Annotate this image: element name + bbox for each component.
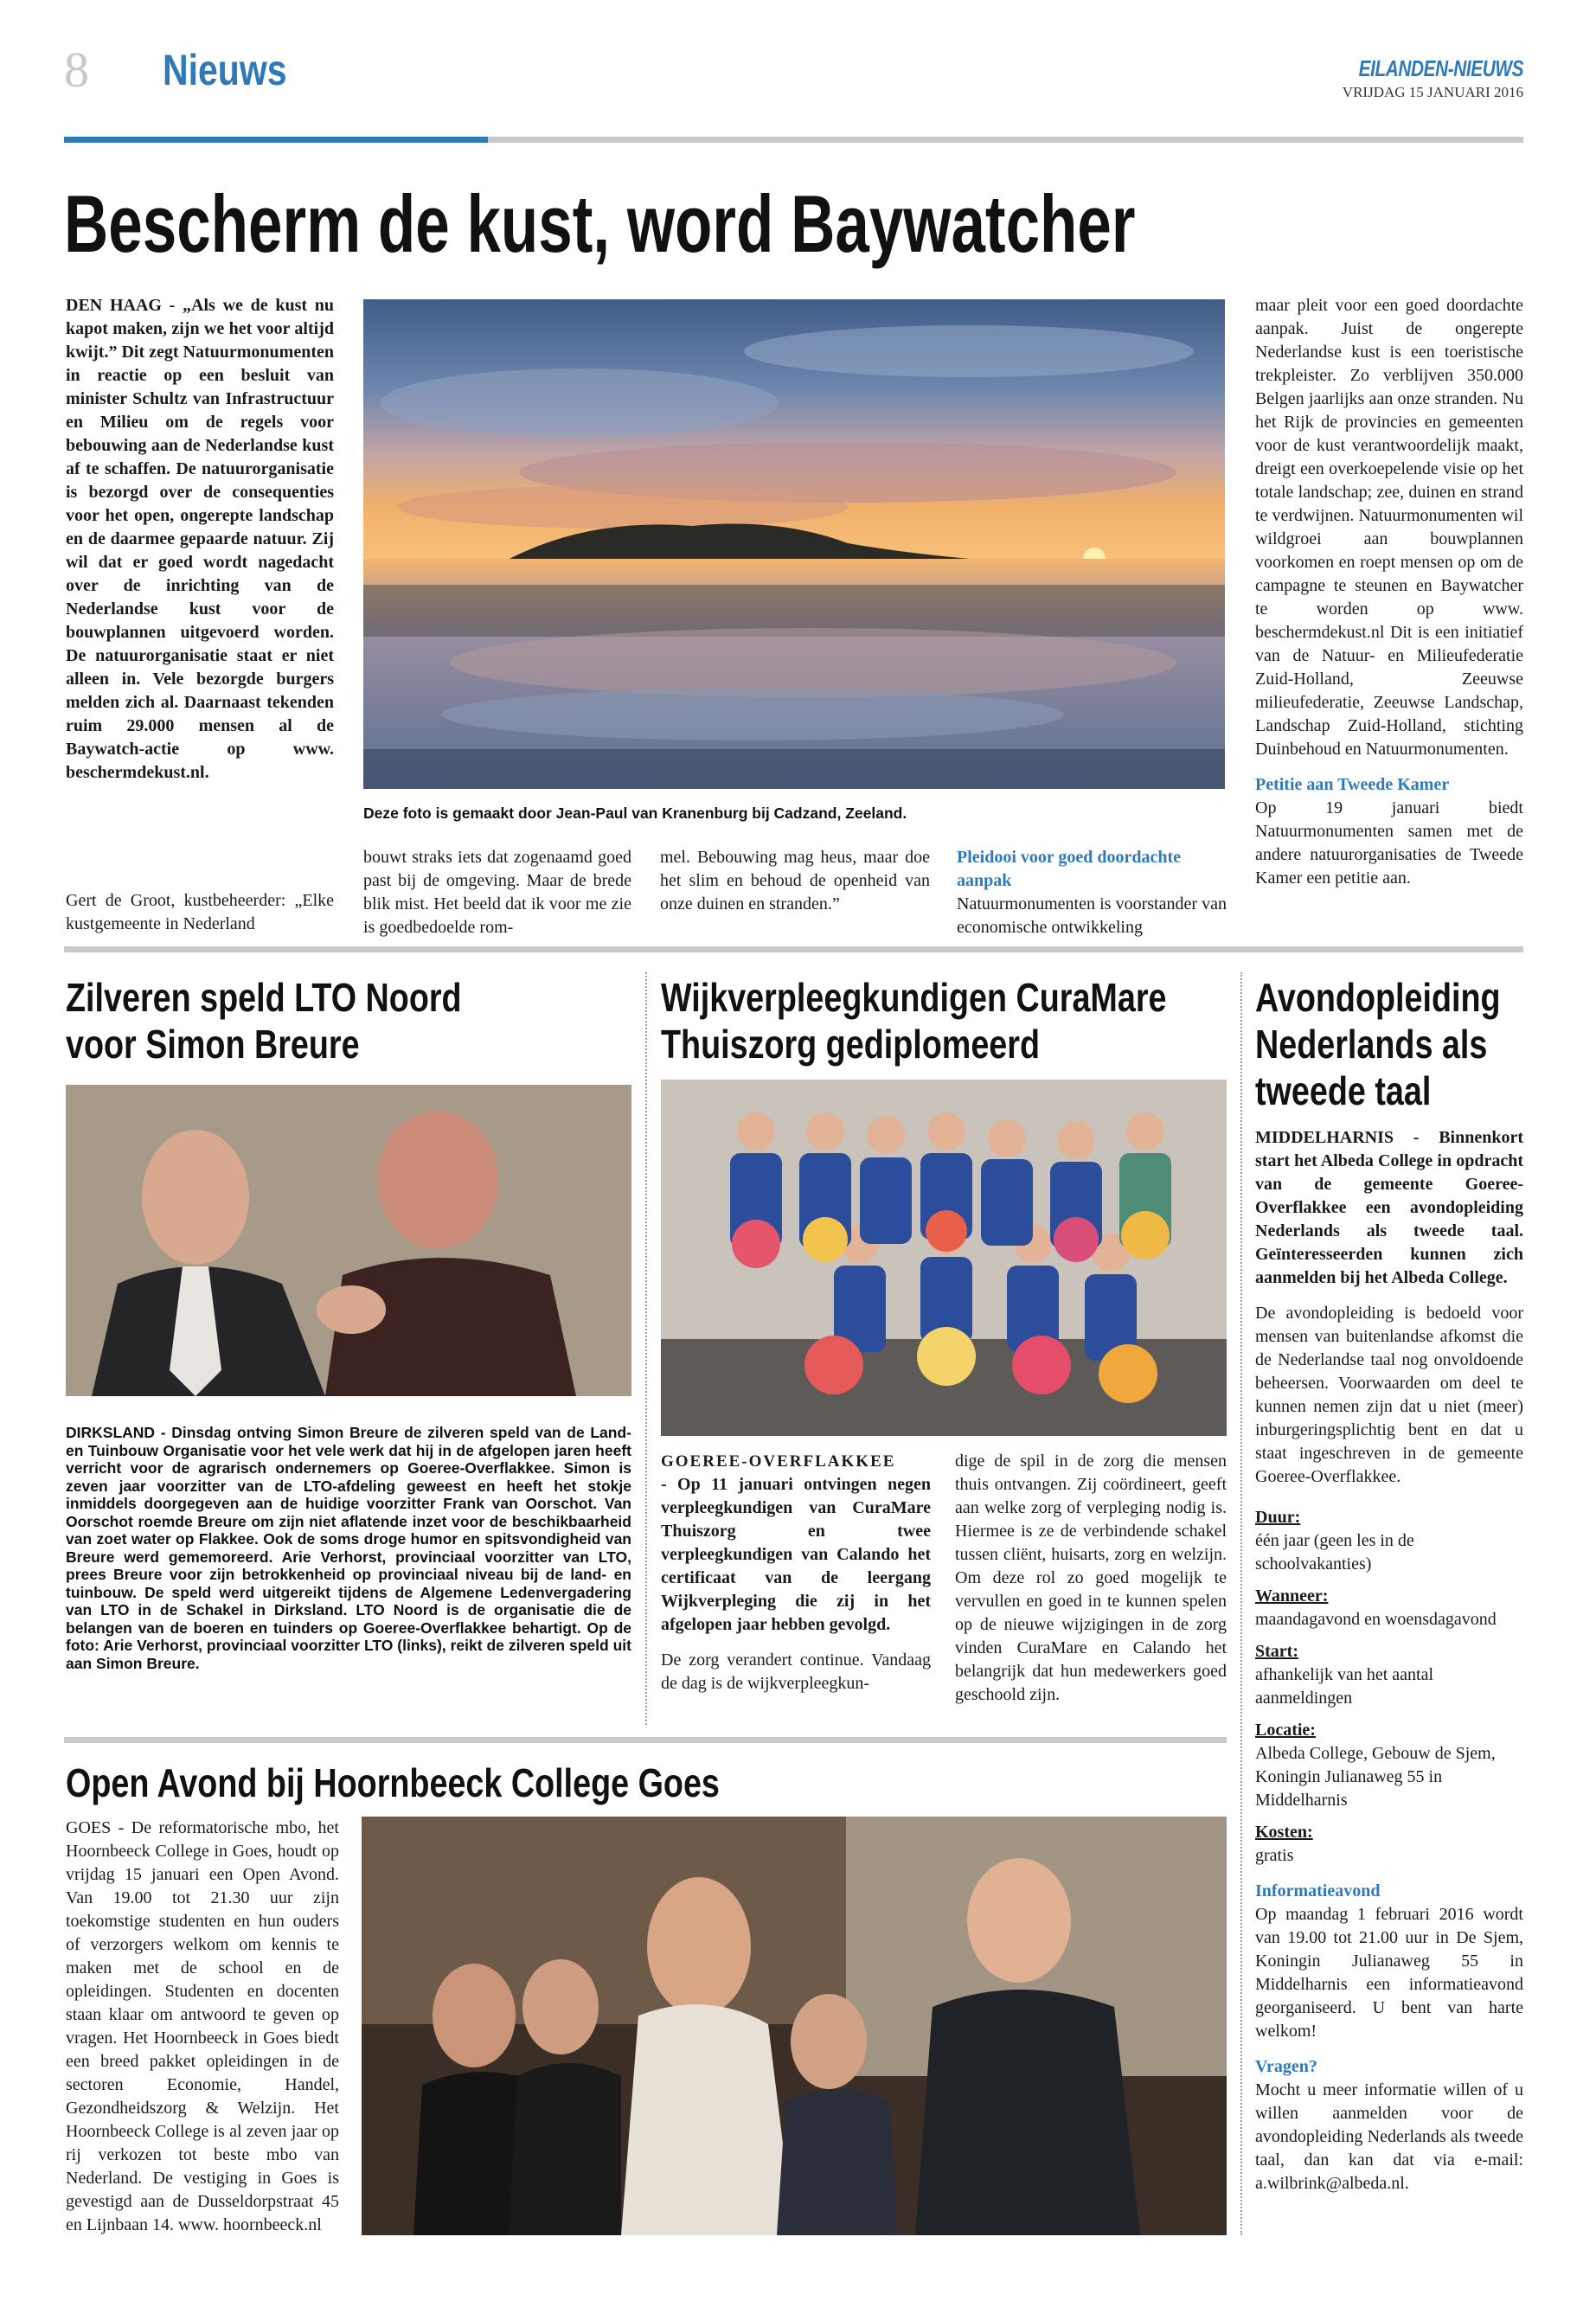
article1-col2: bouwt straks iets dat zogenaamd goed past bij de omgeving. Maar de brede blik mist. Het beeld dat ik voor me zie is goedbedoelde rom- [363,848,631,937]
article1-col5 [1255,294,1523,890]
article1-subhead-petitie: Petitie aan Tweede Kamer [1255,775,1450,794]
bottom-section-divider [64,1737,1227,1743]
informatieavond-text: Op maandag 1 februari 2016 wordt van 19.00 tot 21.00 uur in De Sjem, Koningin Julianaweg 55 in Middelharnis een informatieavond georganiseerd. U bent van harte welkom! [1255,1905,1523,2041]
article3-headline-line2: Thuiszorg gediplomeerd [661,1022,1041,1067]
article4-lead: MIDDELHARNIS - Binnenkort start het Albeda College in opdracht van de gemeente Goeree-Overflakkee een avondopleiding Nederlands als tweede taal. Geïnteresseerden kunnen zich aanmelden bij het Albeda College. [1255,1128,1523,1287]
kosten-label: Kosten: [1255,1823,1313,1842]
article1-col4-text: Natuurmonumenten is voorstander van economische ontwikkeling [957,894,1227,937]
vragen-heading: Vragen? [1255,2057,1317,2076]
open-evening-illustration [362,1817,1227,2235]
column-separator-2 [1240,972,1242,2235]
article5-headline: Open Avond bij Hoornbeeck College Goes [66,1760,720,1805]
nurses-illustration [661,1080,1227,1436]
column-separator-1 [645,972,647,1725]
article1-col1-tail: Gert de Groot, kustbeheerder: „Elke kustgemeente in Nederland [66,891,334,933]
article1-col3: mel. Bebouwing mag heus, maar doe het slim en behoud de openheid van onze duinen en stranden.” [660,848,930,913]
article4-body [1255,1126,1523,2195]
article4-headline [1255,974,1501,1114]
article2-caption: DIRKSLAND - Dinsdag ontving Simon Breure de zilveren speld van de Land- en Tuinbouw Organisatie voor het vele werk dat hij in de afgelopen jaren heeft verricht voor de agrarisch ondernemers op Goeree-Overflakkee. Simon is zeven jaar voorzitter van de LTO-afdeling geweest en heeft het stokje inmiddels doorgegeven aan de huidige voorzitter Frank van Oorschot. Van Oorschot roemde Breure om zijn niet aflatende inzet voor de beschikbaarheid van zoet water op Flakkee. Ook de soms droge humor en spitsvondigheid van Breure werd gememoreerd. Arie Verhorst, provinciaal voorzitter van LTO, prees Breure voor zijn betrokkenheid op provinciaal niveau bij de land- en tuinbouw. De speld werd uitgereikt tijdens de Algemene Ledenvergadering van LTO in de Schakel in Dirksland. LTO Noord is de organisatie die de belangen van de boeren en tuinders op Goeree-Overflakkee behartigt. Op de foto: Arie Verhorst, provinciaal voorzitter LTO (links), reikt de zilveren speld uit aan Simon Breure. [66,1424,631,1672]
article1-col5-text: maar pleit voor een goed doordachte aanpak. Juist de ongerepte Nederlandse kust is een toeristische trekpleister. Zo verblijven 350.000 Belgen jaarlijks aan onze stranden. Nu het Rijk de provincies en gemeenten voor de kust verantwoordelijk maakt, dreigt een overkoepelende visie op het totale landschap; zee, duinen en strand te verdwijnen. Natuurmonumenten wil wildgroei aan bouwplannen voorkomen en roept mensen op om de campagne te steunen en Baywatcher te worden op www. beschermdekust.nl Dit is een initiatief van de Natuur- en Milieufederatie Zuid-Holland, Zeeuwse milieufederatie, Zeeuwse Landschap, Landschap Zuid-Holland, stichting Duinbehoud en Natuurmonumenten. [1255,296,1523,759]
start-value: afhankelijk van het aantal aanmeldingen [1255,1665,1434,1708]
wanneer-label: Wanneer: [1255,1586,1329,1606]
article2-headline-line2: voor Simon Breure [66,1022,360,1067]
article5-body: GOES - De reformatorische mbo, het Hoornbeeck College in Goes, houdt op vrijdag 15 januari een Open Avond. Van 19.00 tot 21.30 uur zijn toekomstige studenten en hun ouders of verzorgers welkom om kennis te maken met de school en de opleidingen. Studenten en docenten staan klaar om antwoord te geven op vragen. Het Hoornbeeck in Goes biedt een breed pakket opleidingen in de sectoren Economie, Handel, Gezondheidszorg & Welzijn. Het Hoornbeeck College is al zeven jaar op rij verkozen tot beste mbo van Nederland. De vestiging in Goes is gevestigd aan de Dusseldorpstraat 45 en Lijnbaan 14. www. hoornbeeck.nl [66,1818,339,2234]
issue-date: VRIJDAG 15 JANUARI 2016 [1342,84,1523,100]
article3-headline [661,974,1166,1067]
article3-headline-line1: Wijkverpleegkundigen CuraMare [661,975,1167,1020]
award-illustration [66,1085,631,1396]
informatieavond-heading: Informatieavond [1255,1881,1381,1900]
article4-headline-line1: Avondopleiding [1255,975,1501,1020]
article4-intro: De avondopleiding is bedoeld voor mensen van buitenlandse afkomst die de Nederlandse taal nog onvoldoende beheersen. Voorwaarden om deel te kunnen nemen zijn dat u niet (meer) inburgeringsplichtig bent en dat u staat ingeschreven in de gemeente Goeree-Overflakkee. [1255,1304,1523,1486]
article1-col4 [957,846,1227,939]
header-rule-grey [488,137,1523,143]
article1-headline: Bescherm de kust, word Baywatcher [64,178,1136,269]
start-label: Start: [1255,1642,1298,1661]
vragen-text: Mocht u meer informatie willen of u willen aanmelden voor de avondopleiding Nederlands als tweede taal, dan kan dat via e-mail: a.wilbrink@albeda.nl. [1255,2080,1523,2193]
article3-lead: - Op 11 januari ontvingen negen verpleegkundigen van CuraMare Thuiszorg en twee verpleegkundigen van Calando het certificaat van de leergang Wijkverpleging die zij in het afgelopen jaar hebben gevolgd. [661,1475,931,1634]
kosten-value: gratis [1255,1846,1294,1865]
duur-value: één jaar (geen les in de schoolvakanties) [1255,1531,1414,1574]
article2-headline-line1: Zilveren speld LTO Noord [66,975,462,1020]
article1-col5-tail: Op 19 januari biedt Natuurmonumenten samen met de andere natuurorganisaties de Tweede Kamer een petitie aan. [1255,798,1523,888]
page-number: 8 [64,42,89,98]
article1-photo-caption: Deze foto is gemaakt door Jean-Paul van Kranenburg bij Cadzand, Zeeland. [363,804,907,822]
article3-dateline: GOEREE-OVERFLAKKEE [661,1452,896,1471]
open-evening-photo [362,1817,1227,2235]
sunset-illustration [363,299,1225,789]
locatie-value: Albeda College, Gebouw de Sjem, Koningin Julianaweg 55 in Middelharnis [1255,1744,1496,1810]
section-title: Nieuws [163,46,287,94]
article2-headline [66,974,462,1067]
article4-headline-line2: Nederlands als [1255,1022,1488,1067]
wanneer-value: maandagavond en woensdagavond [1255,1610,1497,1629]
article3-col2: dige de spil in de zorg die mensen thuis ontvangen. Zij coördineert, geeft aan welke zorg of verpleging nodig is. Hiermee is ze de verbindende schakel tussen cliënt, huisarts, zorg en welzijn. Om deze rol zo goed mogelijk te vervullen en goed in te kunnen spelen op de nieuwe wijzigingen in de zorg vinden CuraMare en Calando het belangrijk dat hun medewerkers goed geschoold zijn. [955,1452,1227,1704]
duur-label: Duur: [1255,1508,1301,1527]
section-divider [64,946,1523,952]
article1-subhead-pleidooi: Pleidooi voor goed doordachte aanpak [957,848,1182,890]
nurses-group-photo [661,1080,1227,1436]
beach-sunset-photo [363,299,1225,789]
brand-logo: EILANDEN-NIEUWS [1358,55,1523,81]
article3-col1 [661,1450,931,1695]
header-rule-blue [64,137,488,143]
article4-headline-line3: tweede taal [1255,1068,1432,1113]
article3-col1-tail: De zorg verandert continue. Vandaag de dag is de wijkverpleegkun- [661,1650,931,1693]
award-ceremony-photo [66,1085,631,1396]
article1-lead: DEN HAAG - „Als we de kust nu kapot maken, zijn we het voor altijd kwijt.” Dit zegt Natuurmonumenten in reactie op een besluit van minister Schultz van Infrastructuur en Milieu om de regels voor bebouwing aan de Nederlandse kust af te schaffen. De natuurorganisatie is bezorgd over de consequenties voor het open, ongerepte landschap en de daarmee gepaarde natuur. Zij wil dat er goed wordt nagedacht over de inrichting van de Nederlandse kust voor de bouwplannen uitgevoerd worden. De natuurorganisatie staat er niet alleen in. Vele bezorgde burgers melden zich al. Daarnaast tekenden ruim 29.000 mensen al de Baywatch-actie op www. beschermdekust.nl. [66,296,334,782]
locatie-label: Locatie: [1255,1721,1316,1740]
